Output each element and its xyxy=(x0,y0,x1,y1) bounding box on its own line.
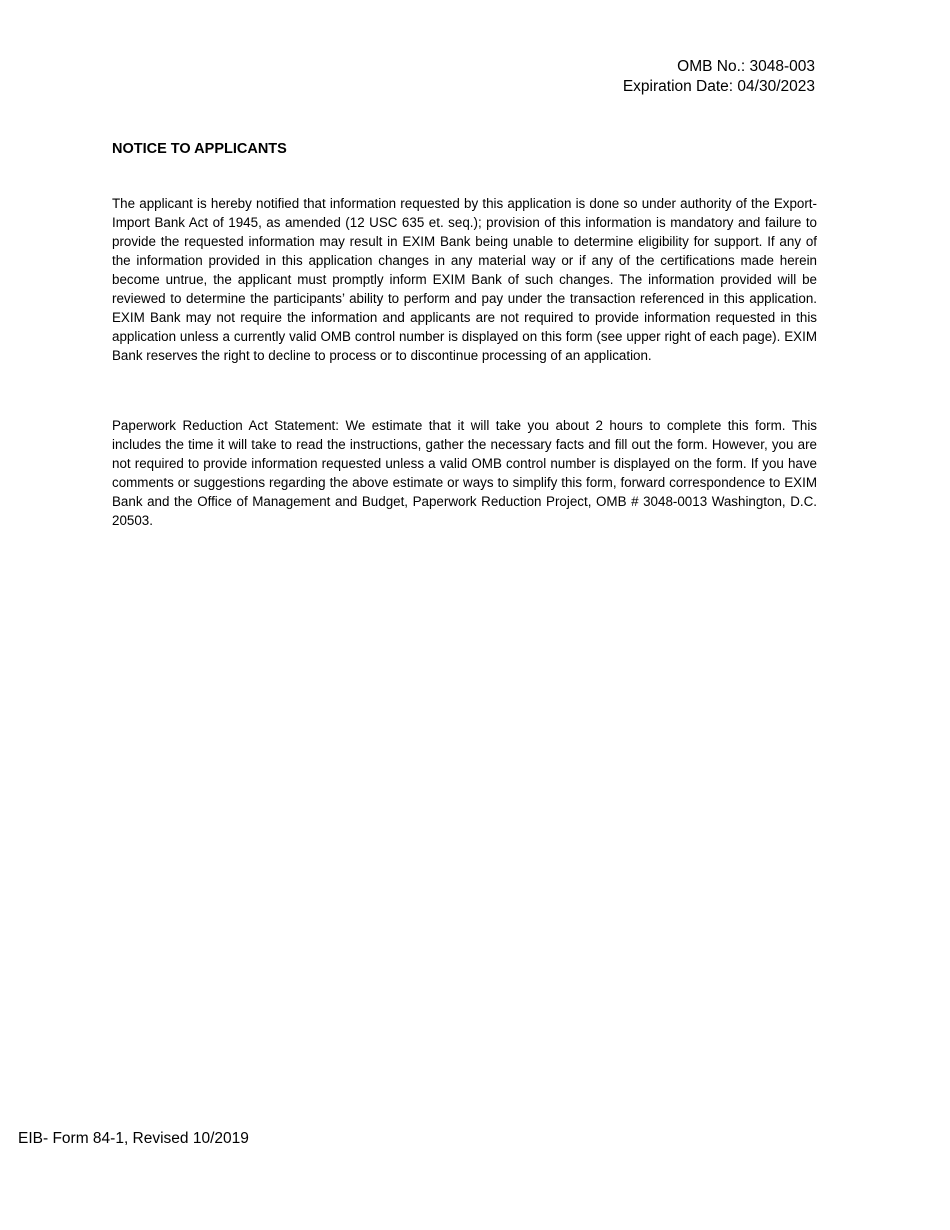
authority-notice-paragraph: The applicant is hereby notified that information requested by this application is done so under authority of the Export-Import Bank Act of 1945, as amended (12 USC 635 et. seq.); provision of this information is mandatory and failure to provide the requested information may result in EXIM Bank being unable to determine eligibility for support. If any of the information provided in this application changes in any material way or if any of the certifications made herein become untrue, the applicant must promptly inform EXIM Bank of such changes. The information provided will be reviewed to determine the participants’ ability to perform and pay under the transaction referenced in this application. EXIM Bank may not require the information and applicants are not required to provide information requested in this application unless a currently valid OMB control number is displayed on this form (see upper right of each page). EXIM Bank reserves the right to decline to process or to discontinue processing of an application. xyxy=(112,196,817,363)
form-footer: EIB- Form 84-1, Revised 10/2019 xyxy=(18,1130,249,1147)
expiration-date: Expiration Date: 04/30/2023 xyxy=(622,78,815,95)
omb-header xyxy=(623,57,815,97)
page-title: NOTICE TO APPLICANTS xyxy=(112,141,287,157)
paperwork-reduction-paragraph: Paperwork Reduction Act Statement: We estimate that it will take you about 2 hours to complete this form. This includes the time it will take to read the instructions, gather the necessary facts and fill out the form. However, you are not required to provide information requested unless a valid OMB control number is displayed on the form. If you have comments or suggestions regarding the above estimate or ways to simplify this form, forward correspondence to EXIM Bank and the Office of Management and Budget, Paperwork Reduction Project, OMB # 3048-0013 Washington, D.C. 20503. xyxy=(112,418,817,528)
omb-number: OMB No.: 3048-003 xyxy=(677,58,815,75)
